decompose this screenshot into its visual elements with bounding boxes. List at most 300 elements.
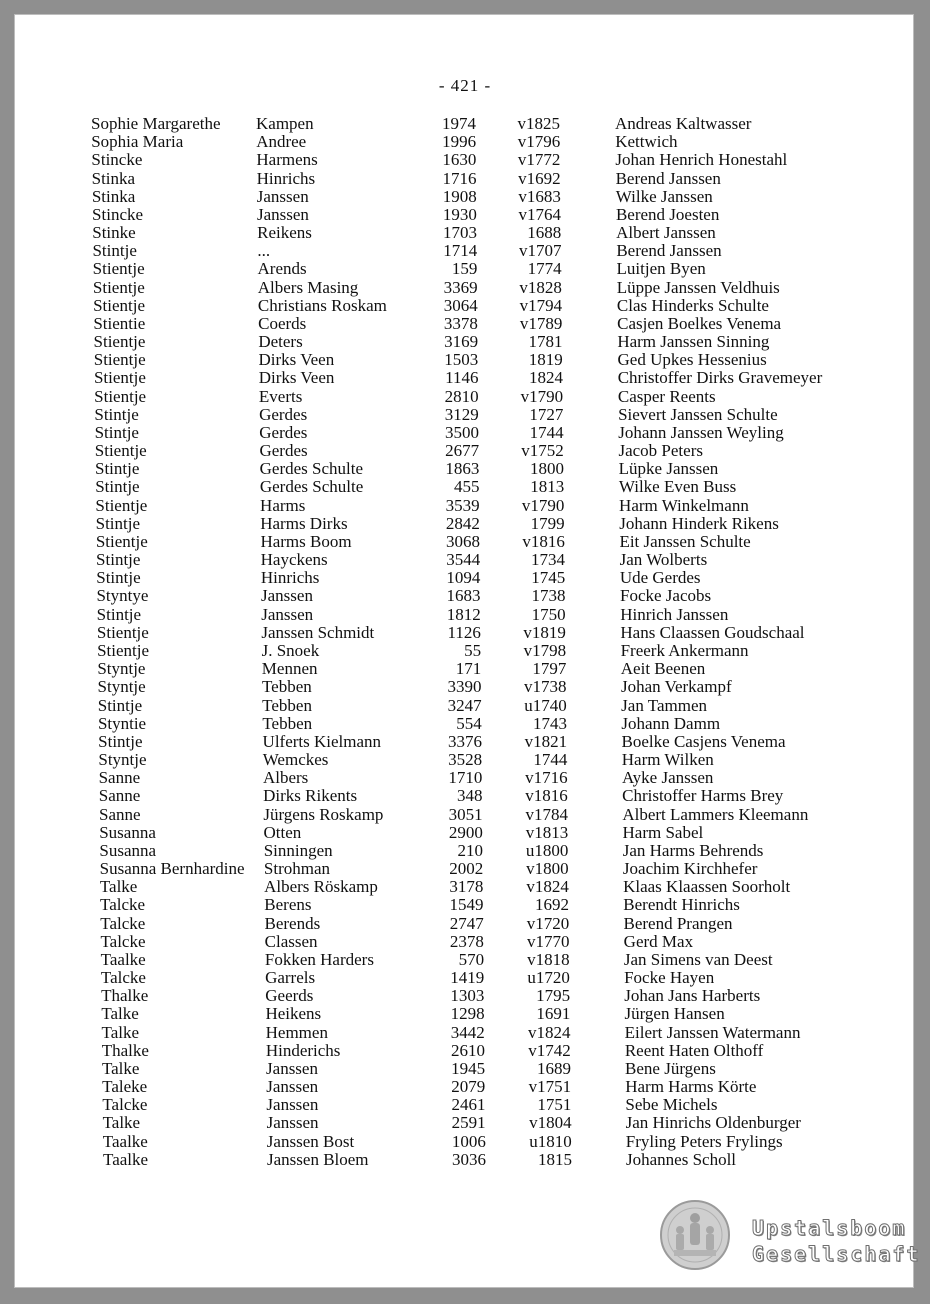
spouse-name: Lüppe Janssen Veldhuis [616,277,780,297]
date: v1683 [518,186,561,206]
family-name: Reikens [257,223,312,243]
spouse-name: Christoffer Dirks Gravemeyer [617,368,823,388]
first-name: Sanne [99,804,141,824]
spouse-name: Ude Gerdes [619,568,701,588]
family-name: Sinningen [263,840,333,860]
entry-number: 2461 [451,1095,486,1115]
entry-number: 3169 [444,332,479,352]
date: v1816 [522,531,565,551]
register-row [0,424,930,442]
date: 1795 [536,986,571,1006]
first-name: Stintje [96,604,142,624]
date: v1824 [528,1022,571,1042]
spouse-name: Ged Upkes Hessenius [617,350,767,370]
entry-number: 2591 [451,1113,486,1133]
family-name: Tebben [261,677,312,697]
family-name: Berens [264,895,312,915]
date: v1752 [521,441,564,461]
date: 1750 [531,604,566,624]
spouse-name: Joachim Kirchhefer [622,859,758,879]
family-name: Janssen [261,586,313,606]
entry-number: 2810 [444,386,479,406]
first-name: Susanna [99,822,156,842]
date: v1816 [525,786,568,806]
register-row [0,1114,930,1132]
entry-number: 1974 [442,114,476,133]
spouse-name: Wilke Even Buss [618,477,737,497]
family-name: Fokken Harders [264,949,374,969]
spouse-name: Christoffer Harms Brey [622,786,784,806]
spouse-name: Gerd Max [623,931,694,951]
entry-number: 554 [456,713,482,733]
register-row [0,115,930,133]
date: 1688 [527,223,562,243]
date: v1825 [517,114,560,133]
register-row [0,297,930,315]
date: v1818 [527,949,570,969]
date: 1727 [529,404,564,424]
first-name: Talke [101,1022,140,1042]
entry-number: 1549 [449,895,484,915]
register-row [0,1078,930,1096]
date: v1790 [521,495,565,515]
entry-number: 1298 [450,1004,485,1024]
spouse-name: Jan Harms Behrends [622,840,764,860]
spouse-name: Berendt Hinrichs [623,895,740,915]
entry-number: 3539 [445,495,480,515]
spouse-name: Johan Verkampf [620,677,732,697]
date: v1751 [528,1077,572,1097]
date: v1796 [517,132,561,152]
spouse-name: Berend Janssen [615,168,721,188]
entry-number: 3528 [448,750,483,770]
family-name: Harms Boom [260,531,352,551]
entry-number: 2378 [449,931,484,951]
date: v1789 [519,313,563,333]
first-name: Stinka [91,168,136,188]
date: u1800 [525,840,569,860]
first-name: Stintje [96,550,141,570]
family-name: Arends [257,259,307,279]
date: u1740 [524,695,567,715]
register-row [0,787,930,805]
family-name: Janssen [266,1058,318,1078]
register-row [0,478,930,496]
date: 1819 [528,350,563,370]
first-name: Stientje [95,531,148,551]
society-name-line2: Gesellschaft [752,1242,921,1266]
family-name: Janssen Bost [266,1131,355,1151]
date: 1689 [536,1058,571,1078]
entry-number: 1812 [446,604,481,624]
register-row [0,896,930,914]
date: v1716 [525,768,568,788]
upstalsboom-seal-icon [660,1200,730,1270]
first-name: Talcke [100,913,146,933]
first-name: Sophie Margarethe [91,114,221,133]
register-row [0,824,930,842]
register-row [0,751,930,769]
register-row [0,1133,930,1151]
date: 1815 [538,1149,572,1169]
family-name: Everts [258,386,303,406]
entry-number: 171 [455,659,482,679]
family-name: Tebben [262,695,312,715]
family-name: Dirks Veen [258,350,335,370]
first-name: Stinka [91,186,136,206]
date: 1774 [527,259,562,279]
register-row [0,315,930,333]
date: v1770 [526,931,570,951]
family-name: Harms [260,495,306,515]
entry-number: 2747 [449,913,484,933]
first-name: Taalke [103,1149,149,1169]
family-name: Janssen [266,1113,319,1133]
register-row [0,606,930,624]
spouse-name: Focke Jacobs [620,586,712,606]
family-name: Janssen [266,1095,319,1115]
entry-number: 3442 [450,1022,485,1042]
family-name: Mennen [261,659,318,679]
entry-number: 1303 [450,986,485,1006]
register-row [0,678,930,696]
register-row [0,551,930,569]
register-row [0,842,930,860]
first-name: Susanna [99,840,157,860]
spouse-name: Harm Janssen Sinning [617,332,770,352]
family-name: Christians Roskam [257,295,387,315]
register-row [0,497,930,515]
entry-number: 3500 [444,422,479,442]
family-name: Otten [263,822,302,842]
family-name: Strohman [263,859,331,879]
spouse-name: Casper Reents [617,386,716,406]
spouse-name: Jan Wolberts [619,550,708,570]
date: 1744 [529,422,564,442]
family-name: Jürgens Roskamp [263,804,384,824]
register-row [0,660,930,678]
entry-number: 1908 [442,186,477,206]
family-name: Albers [262,768,309,788]
spouse-name: Sievert Janssen Schulte [618,404,778,424]
family-name: Albers Masing [257,277,359,297]
first-name: Stincke [91,150,143,170]
first-name: Stintje [94,422,139,442]
family-name: Janssen [256,186,309,206]
first-name: Stientje [97,640,150,660]
register-row [0,860,930,878]
register-row [0,733,930,751]
first-name: Taleke [102,1077,148,1097]
register-row [0,951,930,969]
entry-number: 3129 [444,404,479,424]
spouse-name: Harm Wilken [621,750,714,770]
register-row [0,1024,930,1042]
first-name: Stintje [95,477,140,497]
family-name: Gerdes [259,441,308,461]
register-row [0,1151,930,1169]
entry-number: 1930 [442,204,477,224]
register-row [0,697,930,715]
entry-number: 348 [456,786,483,806]
date: 1744 [533,750,568,770]
register-row [0,987,930,1005]
family-name: Garrels [265,968,316,988]
spouse-name: Jacob Peters [618,441,703,461]
entry-number: 3376 [447,731,482,751]
entry-number: 2079 [451,1077,486,1097]
first-name: Stientje [93,368,146,388]
register-row [0,188,930,206]
date: v1720 [526,913,570,933]
family-name: Geerds [265,986,314,1006]
first-name: Stintje [98,731,143,751]
entry-number: 1094 [446,568,481,588]
date: v1784 [525,804,568,824]
date: 1781 [528,332,563,352]
first-name: Sophia Maria [91,132,184,152]
family-name: Gerdes [259,422,308,442]
family-name: Janssen [266,1077,319,1097]
first-name: Taalke [100,949,146,969]
first-name: Stientje [95,495,148,515]
entry-number: 1126 [447,622,481,642]
entry-number: 3178 [449,877,484,897]
family-name: Hayckens [260,550,328,570]
family-name: Classen [264,931,318,951]
family-name: Hinderichs [265,1040,341,1060]
date: 1745 [531,568,566,588]
spouse-name: Kettwich [615,132,678,152]
entry-number: 3390 [447,677,482,697]
date: 1692 [535,895,570,915]
register-row [0,133,930,151]
register-row [0,279,930,297]
first-name: Styntje [97,659,146,679]
spouse-name: Fryling Peters Frylings [625,1131,783,1151]
entry-number: 1006 [451,1131,486,1151]
spouse-name: Jan Hinrichs Oldenburger [625,1113,801,1133]
register-row [0,442,930,460]
family-name: ... [257,241,271,261]
register-row [0,515,930,533]
family-name: Kampen [256,114,314,133]
first-name: Talcke [100,931,146,951]
spouse-name: Luitjen Byen [616,259,706,279]
spouse-name: Johan Jans Harberts [624,986,761,1006]
entry-number: 55 [464,640,482,660]
family-name: Dirks Veen [258,368,335,388]
date: 1691 [536,1004,571,1024]
family-name: Hinrichs [260,568,320,588]
family-name: Harms Dirks [260,513,348,533]
register-row [0,369,930,387]
spouse-name: Johannes Scholl [626,1149,737,1169]
date: v1798 [523,640,567,660]
entry-number: 1714 [443,241,478,261]
spouse-name: Johann Hinderk Rikens [619,513,779,533]
family-name: Dirks Rikents [263,786,358,806]
first-name: Sanne [98,768,141,788]
entry-number: 3378 [443,313,478,333]
spouse-name: Jan Simens van Deest [623,949,773,969]
register-row [0,406,930,424]
first-name: Talcke [100,968,146,988]
family-name: Hemmen [265,1022,328,1042]
register-row [0,806,930,824]
first-name: Stintje [92,241,137,261]
spouse-name: Jürgen Hansen [624,1004,725,1024]
register-row [0,969,930,987]
entry-number: 1630 [442,150,477,170]
entry-number: 3068 [446,531,481,551]
entry-number: 3064 [443,295,478,315]
society-name-line1: Upstalsboom [752,1216,907,1240]
entry-number: 3051 [448,804,483,824]
family-name: Gerdes Schulte [259,477,364,497]
date: v1692 [518,168,561,188]
date: v1772 [517,150,561,170]
entry-number: 3036 [452,1149,486,1169]
register-table [0,115,930,1169]
spouse-name: Casjen Boelkes Venema [617,313,782,333]
date: v1800 [526,859,569,879]
first-name: Thalke [101,986,149,1006]
entry-number: 159 [451,259,478,279]
first-name: Stientje [94,386,147,406]
spouse-name: Berend Joesten [615,204,720,224]
spouse-name: Freerk Ankermann [620,640,749,660]
register-row [0,1042,930,1060]
spouse-name: Harm Winkelmann [619,495,749,515]
register-row [0,170,930,188]
date: 1743 [532,713,567,733]
entry-number: 2842 [445,513,480,533]
entry-number: 570 [458,949,485,969]
spouse-name: Eilert Janssen Watermann [624,1022,801,1042]
date: u1720 [527,968,570,988]
spouse-name: Hans Claassen Goudschaal [620,622,805,642]
spouse-name: Albert Lammers Kleemann [622,804,809,824]
date: 1738 [531,586,566,606]
date: v1819 [523,622,566,642]
family-name: Ulferts Kielmann [262,731,382,751]
family-name: Wemckes [262,750,329,770]
first-name: Thalke [101,1040,149,1060]
register-row [0,624,930,642]
spouse-name: Aeit Beenen [620,659,706,679]
date: v1824 [526,877,569,897]
family-name: J. Snoek [261,640,320,660]
first-name: Talcke [102,1095,148,1115]
family-name: Hinrichs [256,168,316,188]
spouse-name: Eit Janssen Schulte [619,531,751,551]
entry-number: 2002 [449,859,484,879]
entry-number: 2900 [448,822,483,842]
register-row [0,1060,930,1078]
spouse-name: Harm Harms Körte [625,1077,757,1097]
entry-number: 1503 [444,350,479,370]
register-row [0,1096,930,1114]
register-row [0,1005,930,1023]
date: v1764 [518,204,562,224]
first-name: Styntje [98,750,147,770]
spouse-name: Albert Janssen [616,223,716,243]
register-row [0,878,930,896]
first-name: Stintje [94,404,139,424]
register-row [0,151,930,169]
spouse-name: Wilke Janssen [615,186,713,206]
spouse-name: Boelke Casjens Venema [621,731,786,751]
first-name: Taalke [102,1131,148,1151]
first-name: Stientje [93,295,146,315]
first-name: Stientje [93,332,146,352]
register-row [0,533,930,551]
first-name: Styntje [97,677,146,697]
spouse-name: Johann Damm [621,713,721,733]
family-name: Albers Röskamp [264,877,378,897]
spouse-name: Bene Jürgens [625,1058,716,1078]
date: 1813 [530,477,565,497]
spouse-name: Berend Prangen [623,913,733,933]
date: v1804 [529,1113,572,1133]
register-row [0,915,930,933]
family-name: Janssen Schmidt [261,622,375,642]
date: v1813 [525,822,569,842]
spouse-name: Lüpke Janssen [618,459,719,479]
entry-number: 1710 [448,768,483,788]
first-name: Sanne [98,786,141,806]
first-name: Talke [102,1113,141,1133]
family-name: Janssen Bloem [267,1149,369,1169]
date: v1742 [528,1040,571,1060]
entry-number: 210 [457,840,484,860]
register-row [0,351,930,369]
register-row [0,460,930,478]
spouse-name: Sebe Michels [625,1095,718,1115]
first-name: Stientje [94,441,147,461]
spouse-name: Ayke Janssen [621,768,714,788]
register-row [0,260,930,278]
first-name: Stintje [95,513,141,533]
date: 1824 [528,368,563,388]
register-row [0,569,930,587]
family-name: Janssen [256,204,309,224]
spouse-name: Berend Janssen [616,241,722,261]
entry-number: 1996 [442,132,477,152]
date: 1734 [531,550,566,570]
first-name: Talke [101,1058,140,1078]
spouse-name: Focke Hayen [624,968,715,988]
entry-number: 3369 [443,277,478,297]
first-name: Stientje [92,277,145,297]
date: u1810 [529,1131,572,1151]
entry-number: 455 [454,477,480,497]
register-row [0,769,930,787]
register-row [0,224,930,242]
family-name: Deters [258,332,303,352]
entry-number: 1863 [445,459,480,479]
family-name: Heikens [265,1004,322,1024]
family-name: Coerds [258,313,307,333]
first-name: Stientje [93,350,146,370]
family-name: Janssen [261,604,314,624]
spouse-name: Johann Janssen Weyling [618,422,784,442]
page-number: - 421 - [438,76,492,95]
date: 1751 [537,1095,572,1115]
entry-number: 1146 [445,368,479,388]
first-name: Stientje [96,622,149,642]
